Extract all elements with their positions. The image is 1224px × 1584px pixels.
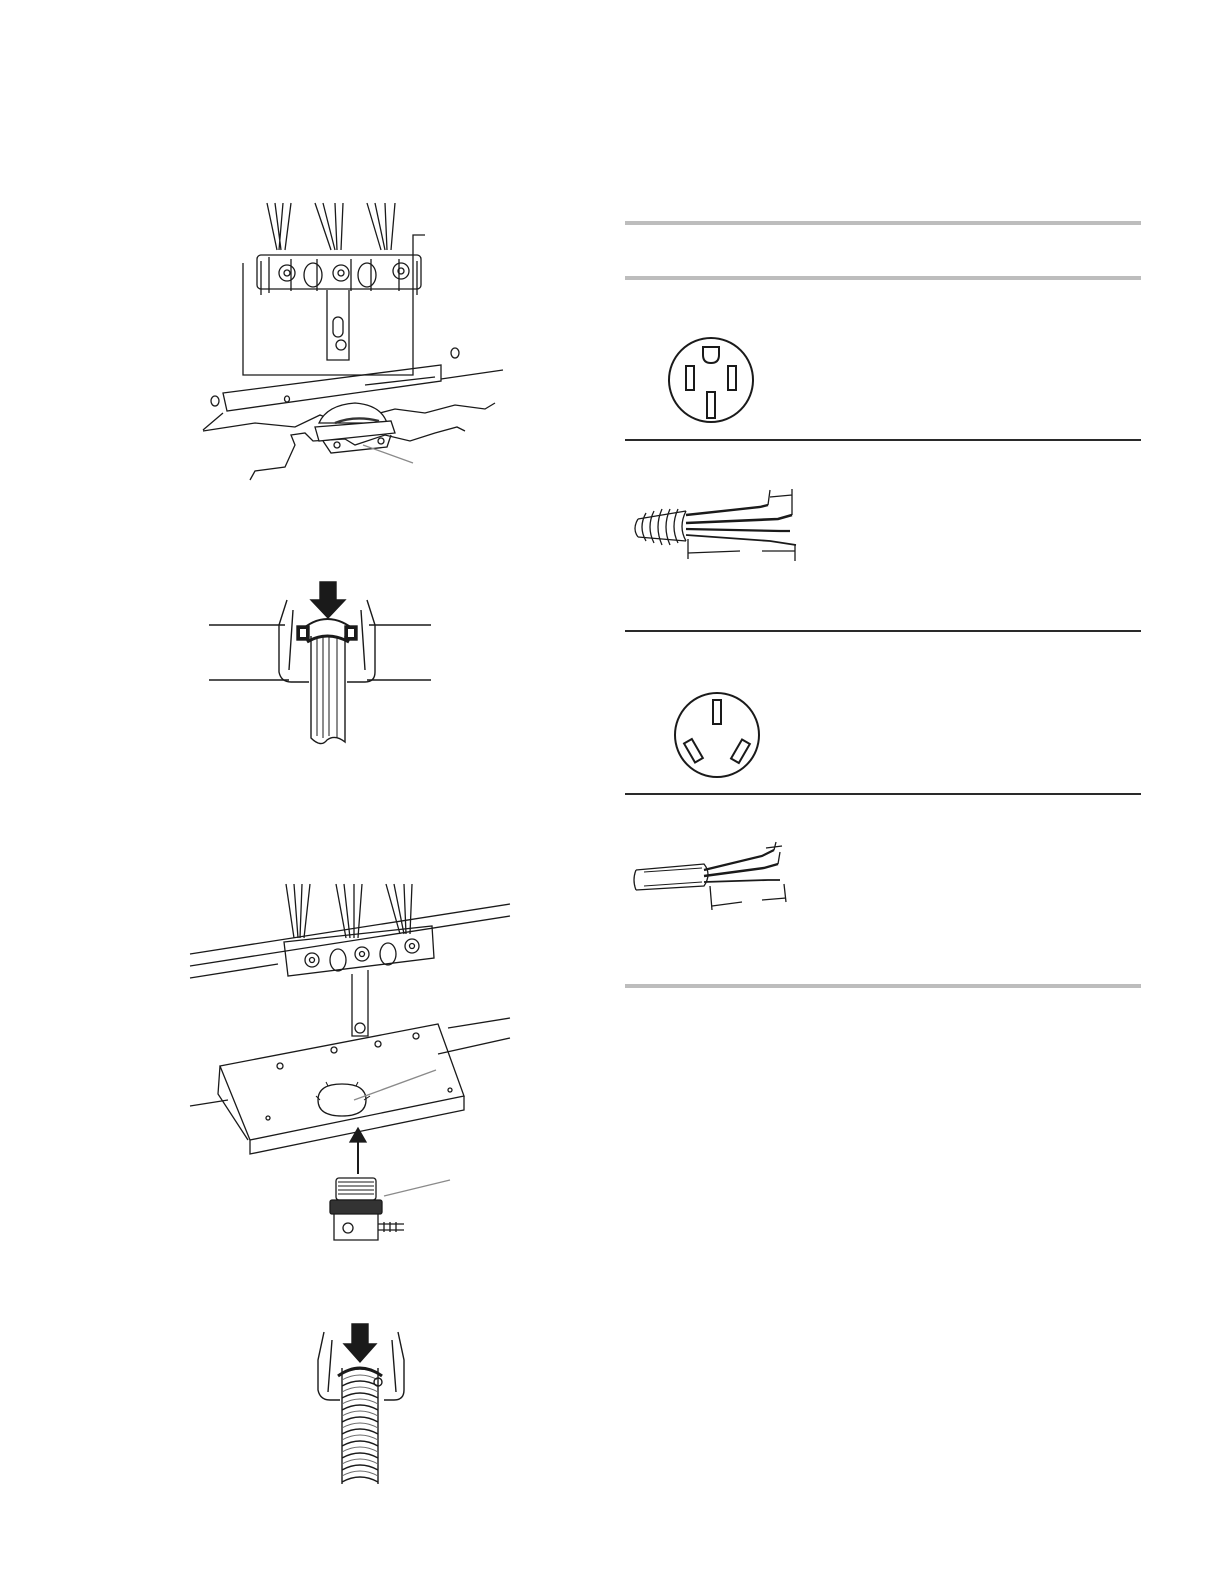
figure-three-wire-cable [632, 840, 792, 912]
figure-terminal-block-strain-relief [195, 195, 515, 490]
three-wire-cable-stripped-icon [632, 840, 792, 912]
cord-clamp-press-down-icon [207, 570, 433, 750]
four-wire-conduit-stripped-icon [630, 485, 805, 563]
four-prong-receptacle-icon [666, 335, 756, 425]
table-bottom-rule [625, 984, 1141, 988]
table-row-rule-3 [625, 793, 1141, 795]
terminal-block-strain-relief-clamp-icon [195, 195, 515, 490]
table-header-rule [625, 276, 1141, 280]
figure-four-wire-conduit [630, 485, 805, 563]
flexible-conduit-press-down-icon [312, 1320, 412, 1486]
table-top-rule [625, 221, 1141, 225]
figure-cord-clamp-press [207, 570, 433, 750]
table-row-rule-2 [625, 630, 1141, 632]
figure-three-prong-receptacle [672, 690, 762, 780]
conduit-connector-insert-icon [188, 878, 518, 1248]
three-prong-receptacle-icon [672, 690, 762, 780]
figure-flexible-conduit-press [312, 1320, 412, 1486]
table-row-rule-1 [625, 439, 1141, 441]
figure-conduit-connector [188, 878, 518, 1248]
figure-four-prong-receptacle [666, 335, 756, 425]
